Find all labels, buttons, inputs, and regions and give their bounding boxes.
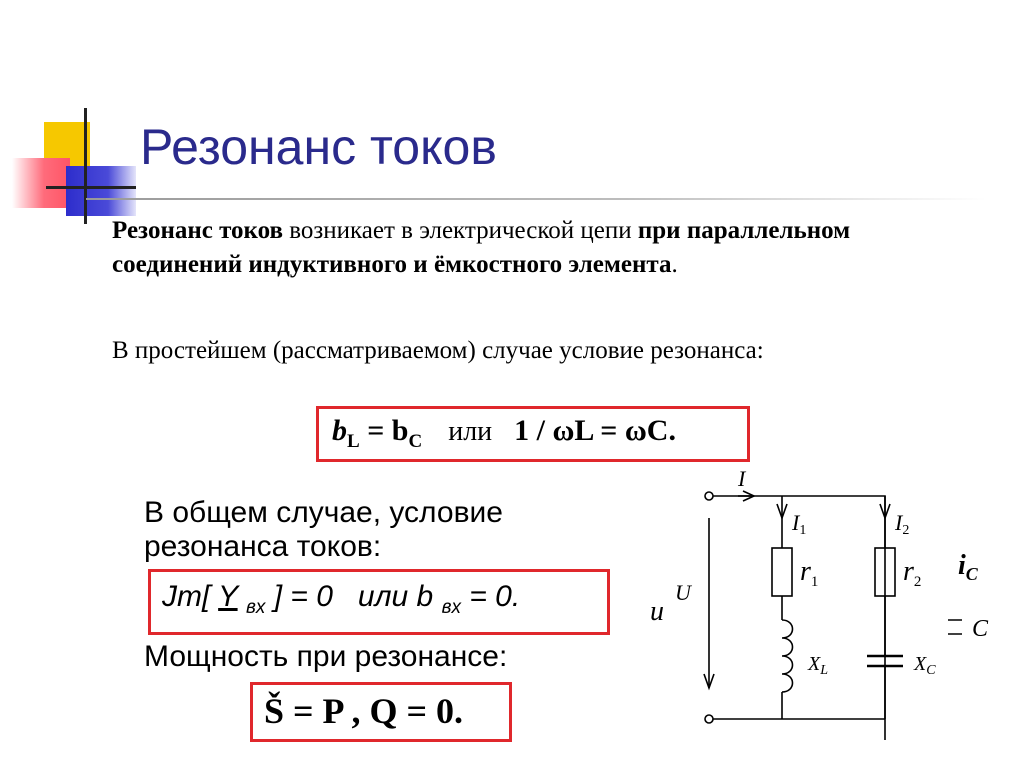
label-xc: $X_C$ xyxy=(914,653,936,678)
general-case-line2: резонанса токов: xyxy=(144,530,382,563)
label-ic: $i_C$ xyxy=(958,550,978,584)
general-case-text xyxy=(144,496,503,564)
intro-period: . xyxy=(671,251,678,278)
formula3: Š = P , Q = 0. xyxy=(264,691,464,731)
resistor-r1 xyxy=(772,548,792,596)
formula1-or: или xyxy=(448,416,493,447)
capacitor-c-partial xyxy=(948,620,962,634)
label-xl: $X_L$ xyxy=(808,653,829,678)
logo-blue-square xyxy=(66,166,136,216)
label-I: I xyxy=(738,466,746,491)
intro-text: возникает в электрической цепи xyxy=(283,217,638,244)
formula2-y: Y xyxy=(218,580,238,613)
label-c: C xyxy=(972,616,989,642)
terminal-top xyxy=(705,492,713,500)
logo-vertical-line xyxy=(84,108,87,224)
formula1 xyxy=(332,414,676,453)
slide-title: Резонанс токов xyxy=(140,119,497,175)
general-case-line1: В общем случае, условие xyxy=(144,496,503,529)
circuit-diagram xyxy=(630,460,1024,760)
label-r2: $r_2$ xyxy=(903,556,922,590)
terminal-bottom xyxy=(705,715,713,723)
formula2-middle: ] = 0 или b xyxy=(265,580,442,613)
formula1-sub-c: C xyxy=(408,431,423,452)
formula2-jm: Jm[ xyxy=(162,580,219,613)
intro-bold-condition: при параллельном соединений индуктивного и ёмкостного элемента xyxy=(112,217,851,278)
label-I2: I2 xyxy=(895,510,910,538)
formula2-bsub: вх xyxy=(441,597,461,618)
label-u: u xyxy=(650,596,664,627)
formula1-sub-l: L xyxy=(347,431,360,452)
formula2-end: = 0. xyxy=(460,580,521,613)
formula2 xyxy=(162,580,520,619)
label-r1: $r_1$ xyxy=(800,556,819,590)
formula1-b: b xyxy=(332,414,347,447)
title-underline xyxy=(86,198,986,200)
formula1-rest: 1 / ωL = ωC. xyxy=(514,414,676,447)
formula1-eq: = b xyxy=(359,414,409,447)
intro-bold-term: Резонанс токов xyxy=(112,217,283,244)
logo-horizontal-line xyxy=(46,186,136,189)
intro-paragraph xyxy=(112,214,912,282)
formula2-ysub: вх xyxy=(245,597,266,618)
power-label: Мощность при резонансе: xyxy=(144,640,508,673)
logo-red-square xyxy=(12,158,70,208)
label-I1: I1 xyxy=(792,510,807,538)
inductor-xl xyxy=(782,620,793,692)
label-U: U xyxy=(675,580,691,605)
simple-case-paragraph: В простейшем (рассматриваемом) случае условие резонанса: xyxy=(112,337,764,364)
